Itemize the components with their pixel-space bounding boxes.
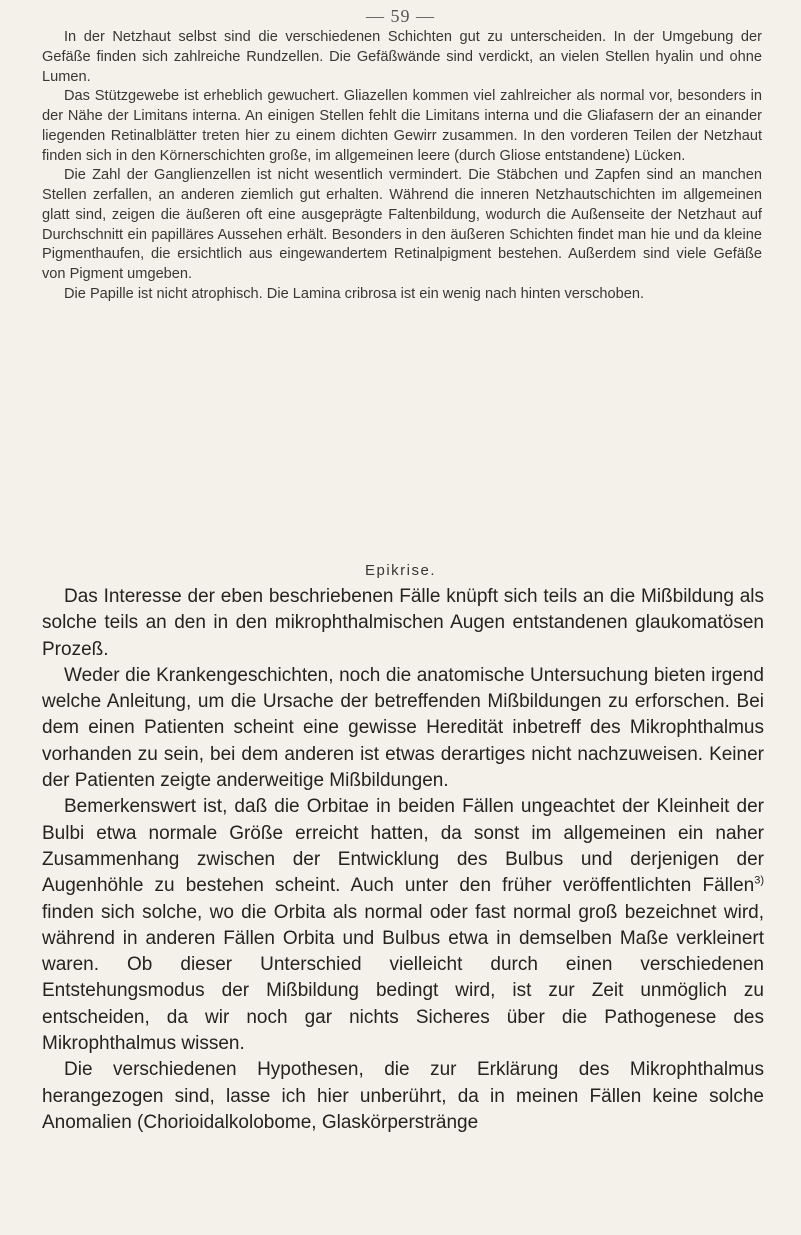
- epicrisis-section: [42, 584, 764, 1136]
- section-heading: Epikrise.: [364, 562, 437, 579]
- paragraph-supporting-tissue: Das Stützgewebe ist erheblich gewuchert. Gliazellen kommen viel zahlreicher als normal vor, besonders in der Nähe der Limitans interna. An einigen Stellen fehlt die Limitans interna und die Gliafasern der an einander liegenden Retinalblätter treten hier zu einem dichten Gewirr zusammen. In den vorderen Teilen der Netzhaut finden sich in den Körnerschichten große, im allgemeinen leere (durch Gliose entstandene) Lücken.: [42, 88, 762, 164]
- paragraph-orbitae-text-a: Bemerkenswert ist, daß die Orbitae in beiden Fällen ungeachtet der Kleinheit der Bulbi etwa normale Größe erreicht hatten, da sonst im allgemeinen ein naher Zusammenhang zwischen der Entwicklung des Bulbus und derjenigen der Augenhöhle zu bestehen scheint. Auch unter den früher veröffentlichten Fällen: [42, 796, 764, 897]
- paragraph-orbitae: [42, 794, 764, 1057]
- paragraph-orbitae-text-b: finden sich solche, wo die Orbita als normal oder fast normal groß bezeichnet wird, während in anderen Fällen Orbita und Bulbus etwa in demselben Maße verkleinert waren. Ob dieser Unterschied vielleicht durch einen verschiedenen Entstehungsmodus der Mißbildung bedingt wird, ist zur Zeit unmöglich zu entscheiden, da wir noch gar nichts Sicheres über die Pathogenese des Mikrophthalmus wissen.: [42, 901, 764, 1055]
- paragraph-case-histories: Weder die Krankengeschichten, noch die anatomische Untersuchung bieten irgend welche Anleitung, um die Ursache der betreffenden Mißbildungen zu erforschen. Bei dem einen Patienten scheint eine gewisse Heredität inbetreff des Mikrophthalmus vorhanden zu sein, bei dem anderen ist etwas derartiges nicht nachzuweisen. Keiner der Patienten zeigte anderweitige Mißbildungen.: [42, 664, 764, 792]
- pathology-findings-section: [42, 28, 762, 305]
- paragraph-retina-layers: In der Netzhaut selbst sind die verschiedenen Schichten gut zu unterscheiden. In der Umgebung der Gefäße finden sich zahlreiche Rundzellen. Die Gefäßwände sind verdickt, an vielen Stellen hyalin und ohne Lumen.: [42, 29, 762, 85]
- paragraph-hypotheses: Die verschiedenen Hypothesen, die zur Erklärung des Mikrophthalmus herangezogen sind, lasse ich hier unberührt, da in meinen Fällen keine solche Anomalien (Chorioidalkolobome, Glaskörperstränge: [42, 1059, 764, 1133]
- paragraph-papilla: Die Papille ist nicht atrophisch. Die Lamina cribrosa ist ein wenig nach hinten verschoben.: [64, 285, 645, 302]
- page-number: — 59 —: [366, 6, 435, 26]
- footnote-reference: 3): [754, 874, 764, 887]
- paragraph-interest: Das Interesse der eben beschriebenen Fälle knüpft sich teils an die Mißbildung als solche teils an den in den mikrophthalmischen Augen entstandenen glaukomatösen Prozeß.: [42, 586, 764, 660]
- paragraph-ganglion-cells: Die Zahl der Ganglienzellen ist nicht wesentlich vermindert. Die Stäbchen und Zapfen sind an manchen Stellen zerfallen, an anderen ziemlich gut erhalten. Während die inneren Netzhautschichten im allgemeinen glatt sind, zeigen die äußeren oft eine ausgeprägte Faltenbildung, wodurch die Außenseite der Netzhaut auf Durchschnitt ein papilläres Aussehen erhält. Besonders in den äußeren Schichten findet man hie und da kleine Pigmenthaufen, die ersichtlich aus eingewandertem Retinalpigment bestehen. Außerdem sind viele Gefäße von Pigment umgeben.: [42, 167, 762, 282]
